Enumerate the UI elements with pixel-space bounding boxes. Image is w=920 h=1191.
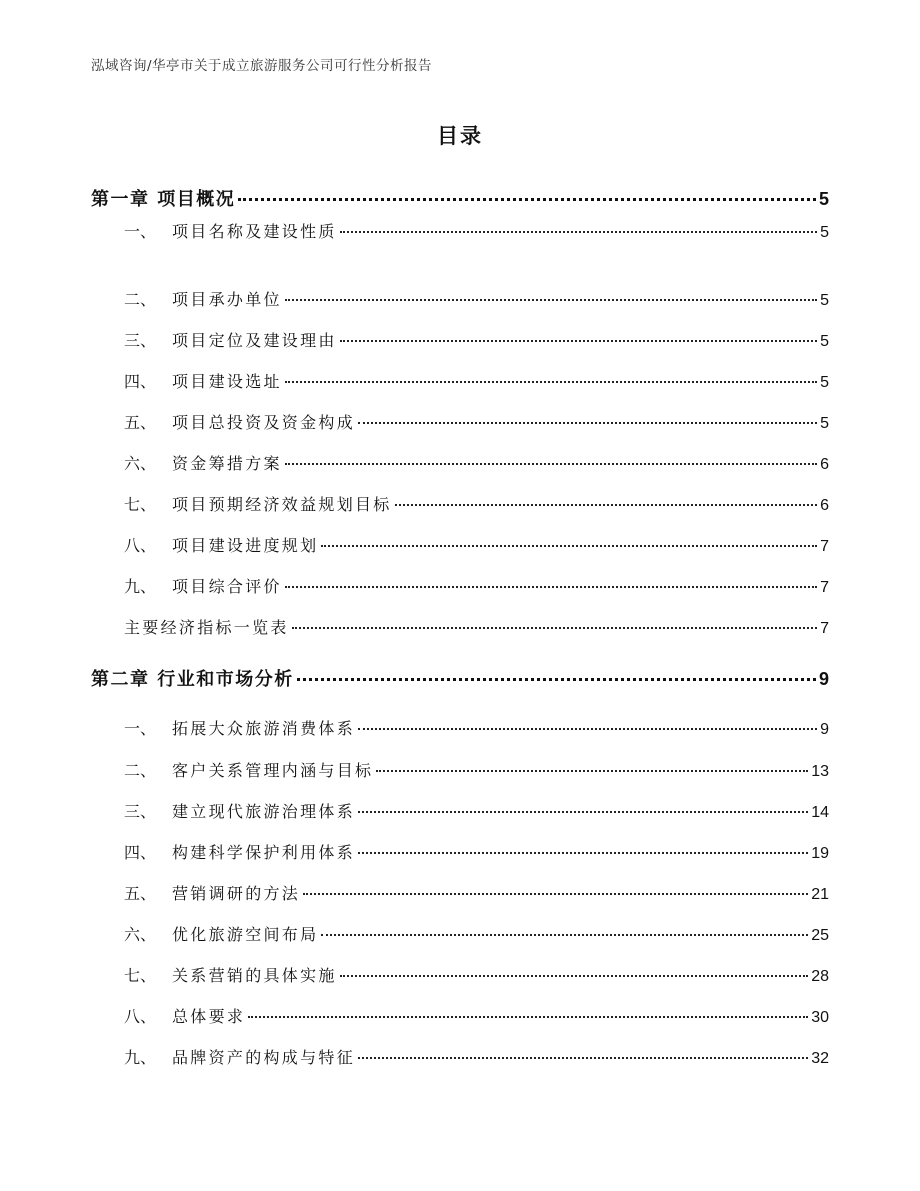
- page-header: 泓域咨询/华亭市关于成立旅游服务公司可行性分析报告: [91, 58, 433, 74]
- section-title: 资金筹措方案: [172, 454, 282, 473]
- page-number: 7: [820, 579, 829, 596]
- toc-entry[interactable]: [124, 963, 829, 989]
- page-number: 5: [820, 224, 829, 241]
- section-title: 建立现代旅游治理体系: [172, 802, 356, 821]
- section-title: 项目定位及建设理由: [172, 331, 337, 350]
- toc-entry[interactable]: [124, 922, 829, 948]
- dot-leader: [238, 198, 816, 201]
- page-number: 5: [818, 189, 829, 209]
- page-number: 13: [811, 763, 829, 780]
- dot-leader: [292, 627, 817, 629]
- toc-entry[interactable]: [124, 219, 829, 245]
- dot-leader: [285, 586, 817, 588]
- dot-leader: [358, 1057, 808, 1059]
- toc-entry[interactable]: [124, 799, 829, 825]
- toc-entry[interactable]: [124, 1045, 829, 1071]
- page-number: 21: [811, 886, 829, 903]
- section-number: 六、: [124, 925, 157, 944]
- section-number: 八、: [124, 536, 157, 555]
- page-number: 6: [820, 497, 829, 514]
- section-title: 关系营销的具体实施: [172, 966, 337, 985]
- page-number: 19: [811, 845, 829, 862]
- dot-leader: [358, 422, 817, 424]
- dot-leader: [376, 770, 808, 772]
- section-number: 三、: [124, 331, 157, 350]
- dot-leader: [358, 728, 817, 730]
- dot-leader: [248, 1016, 808, 1018]
- section-title: 总体要求: [172, 1007, 246, 1026]
- dot-leader: [340, 340, 817, 342]
- page-number: 14: [811, 804, 829, 821]
- page-number: 6: [820, 456, 829, 473]
- toc-entry[interactable]: [124, 716, 829, 742]
- section-number: 二、: [124, 290, 157, 309]
- page-number: 7: [820, 538, 829, 555]
- dot-leader: [303, 893, 808, 895]
- toc-entry[interactable]: [124, 451, 829, 477]
- page-number: 5: [820, 415, 829, 432]
- section-title: 拓展大众旅游消费体系: [172, 719, 356, 738]
- toc-entry[interactable]: [124, 615, 829, 641]
- dot-leader: [340, 231, 817, 233]
- dot-leader: [358, 811, 808, 813]
- page-number: 7: [820, 620, 829, 637]
- dot-leader: [285, 381, 817, 383]
- toc-entry[interactable]: [124, 492, 829, 518]
- section-title: 项目建设选址: [172, 372, 282, 391]
- section-number: 五、: [124, 413, 157, 432]
- page-number: 30: [811, 1009, 829, 1026]
- section-title: 项目建设进度规划: [172, 536, 319, 555]
- toc-chapter-entry[interactable]: [91, 665, 829, 691]
- toc-entry[interactable]: [124, 758, 829, 784]
- section-title: 客户关系管理内涵与目标: [172, 761, 374, 780]
- toc-entry[interactable]: [124, 287, 829, 313]
- toc-title: 目录: [437, 124, 483, 148]
- dot-leader: [297, 678, 816, 681]
- section-title: 主要经济指标一览表: [124, 618, 289, 637]
- section-title: 营销调研的方法: [172, 884, 301, 903]
- page-number: 32: [811, 1050, 829, 1067]
- section-number: 九、: [124, 577, 157, 596]
- section-number: 七、: [124, 966, 157, 985]
- chapter-title: 第二章 行业和市场分析: [91, 669, 294, 690]
- toc-entry[interactable]: [124, 410, 829, 436]
- toc-entry[interactable]: [124, 1004, 829, 1030]
- page-number: 5: [820, 374, 829, 391]
- section-number: 九、: [124, 1048, 157, 1067]
- section-title: 构建科学保护利用体系: [172, 843, 356, 862]
- section-number: 七、: [124, 495, 157, 514]
- section-title: 项目综合评价: [172, 577, 282, 596]
- page-number: 28: [811, 968, 829, 985]
- chapter-title: 第一章 项目概况: [91, 189, 236, 210]
- section-title: 项目总投资及资金构成: [172, 413, 356, 432]
- page-number: 25: [811, 927, 829, 944]
- section-number: 五、: [124, 884, 157, 903]
- section-title: 项目承办单位: [172, 290, 282, 309]
- toc-entry[interactable]: [124, 840, 829, 866]
- dot-leader: [321, 545, 817, 547]
- section-title: 品牌资产的构成与特征: [172, 1048, 356, 1067]
- section-number: 六、: [124, 454, 157, 473]
- dot-leader: [395, 504, 817, 506]
- section-title: 优化旅游空间布局: [172, 925, 319, 944]
- dot-leader: [321, 934, 808, 936]
- dot-leader: [285, 463, 817, 465]
- section-number: 二、: [124, 761, 157, 780]
- page-number: 5: [820, 333, 829, 350]
- dot-leader: [358, 852, 808, 854]
- toc-entry[interactable]: [124, 328, 829, 354]
- section-title: 项目预期经济效益规划目标: [172, 495, 392, 514]
- toc-entry[interactable]: [124, 369, 829, 395]
- section-title: 项目名称及建设性质: [172, 222, 337, 241]
- section-number: 八、: [124, 1007, 157, 1026]
- section-number: 一、: [124, 222, 157, 241]
- section-number: 三、: [124, 802, 157, 821]
- dot-leader: [285, 299, 817, 301]
- section-number: 四、: [124, 372, 157, 391]
- toc-entry[interactable]: [124, 574, 829, 600]
- toc-entry[interactable]: [124, 533, 829, 559]
- section-number: 四、: [124, 843, 157, 862]
- section-number: 一、: [124, 719, 157, 738]
- toc-entry[interactable]: [124, 881, 829, 907]
- page-number: 9: [818, 669, 829, 689]
- page-number: 5: [820, 292, 829, 309]
- toc-chapter-entry[interactable]: [91, 185, 829, 211]
- dot-leader: [340, 975, 809, 977]
- page-number: 9: [820, 721, 829, 738]
